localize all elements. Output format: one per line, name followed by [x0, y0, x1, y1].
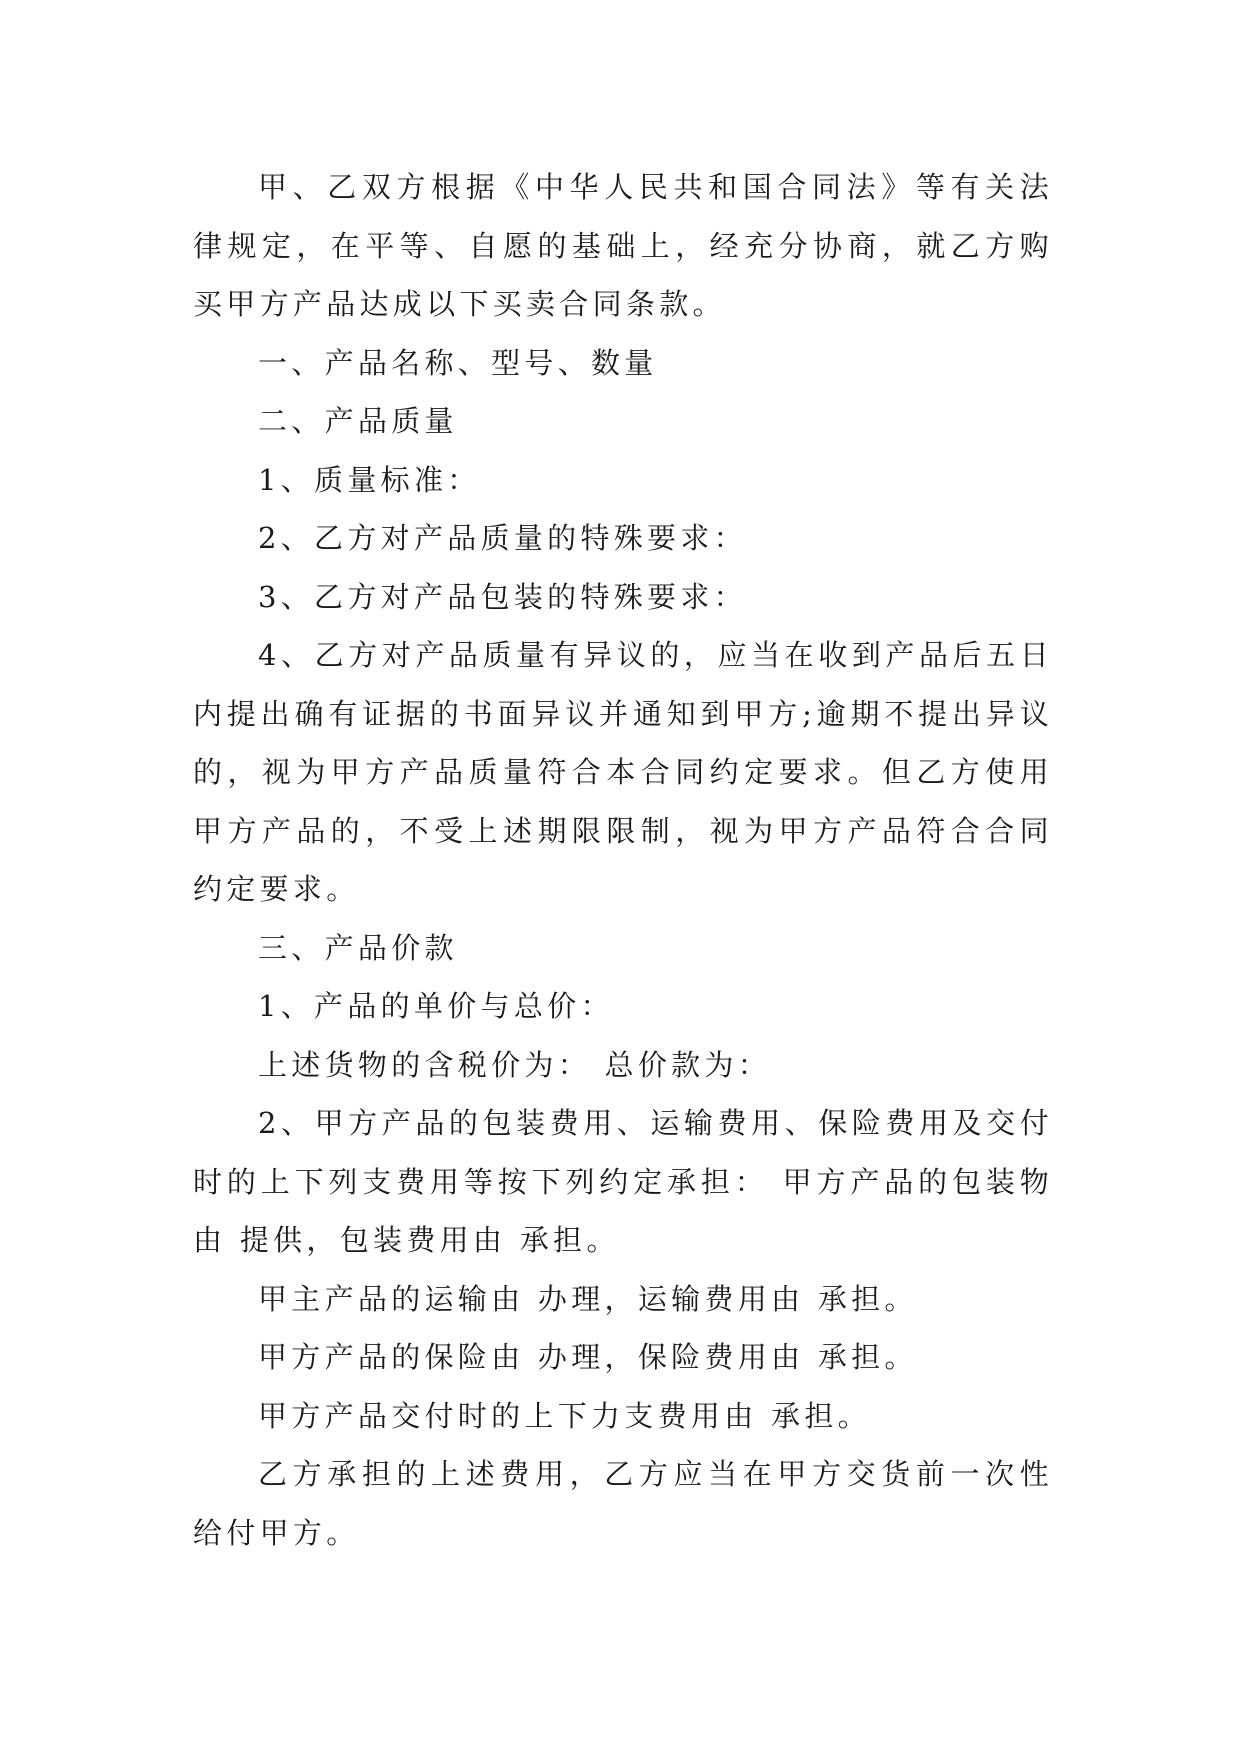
- clause-tax-inclusive-price: 上述货物的含税价为： 总价款为：: [258, 1047, 772, 1082]
- paragraph-preamble: 甲、乙双方根据《中华人民共和国合同法》等有关法律规定，在平等、自愿的基础上，经充分协商，就乙方购买甲方产品达成以下买卖合同条款。: [193, 170, 1053, 321]
- clause-packaging-requirements: 3、乙方对产品包装的特殊要求：: [258, 579, 747, 614]
- clause-quality-standard: 1、质量标准：: [258, 462, 481, 497]
- document-page: [193, 158, 1053, 1562]
- clause-fees-allocation: 2、甲方产品的包装费用、运输费用、保险费用及交付时的上下列支费用等按下列约定承担： 甲方产品的包装物由 提供，包装费用由 承担。: [193, 1106, 1053, 1257]
- clause-quality-requirements: 2、乙方对产品质量的特殊要求：: [258, 521, 747, 555]
- clause-unit-total-price: 1、产品的单价与总价：: [258, 989, 614, 1023]
- section-heading-product-name: 一、产品名称、型号、数量: [258, 345, 658, 380]
- section-heading-product-quality: 二、产品质量: [258, 404, 458, 438]
- clause-fee-payment: 乙方承担的上述费用，乙方应当在甲方交货前一次性给付甲方。: [193, 1457, 1053, 1550]
- section-heading-product-price: 三、产品价款: [258, 930, 458, 965]
- clause-insurance: 甲方产品的保险由 办理，保险费用由 承担。: [258, 1340, 918, 1374]
- clause-quality-objection: 4、乙方对产品质量有异议的，应当在收到产品后五日内提出确有证据的书面异议并通知到甲方;逾期不提出异议的，视为甲方产品质量符合本合同约定要求。但乙方使用甲方产品的，不受上述期限限制，视为甲方产品符合合同约定要求。: [193, 638, 1053, 906]
- clause-transport: 甲主产品的运输由 办理，运输费用由 承担。: [258, 1281, 918, 1316]
- clause-delivery-fees: 甲方产品交付时的上下力支费用由 承担。: [258, 1398, 871, 1433]
